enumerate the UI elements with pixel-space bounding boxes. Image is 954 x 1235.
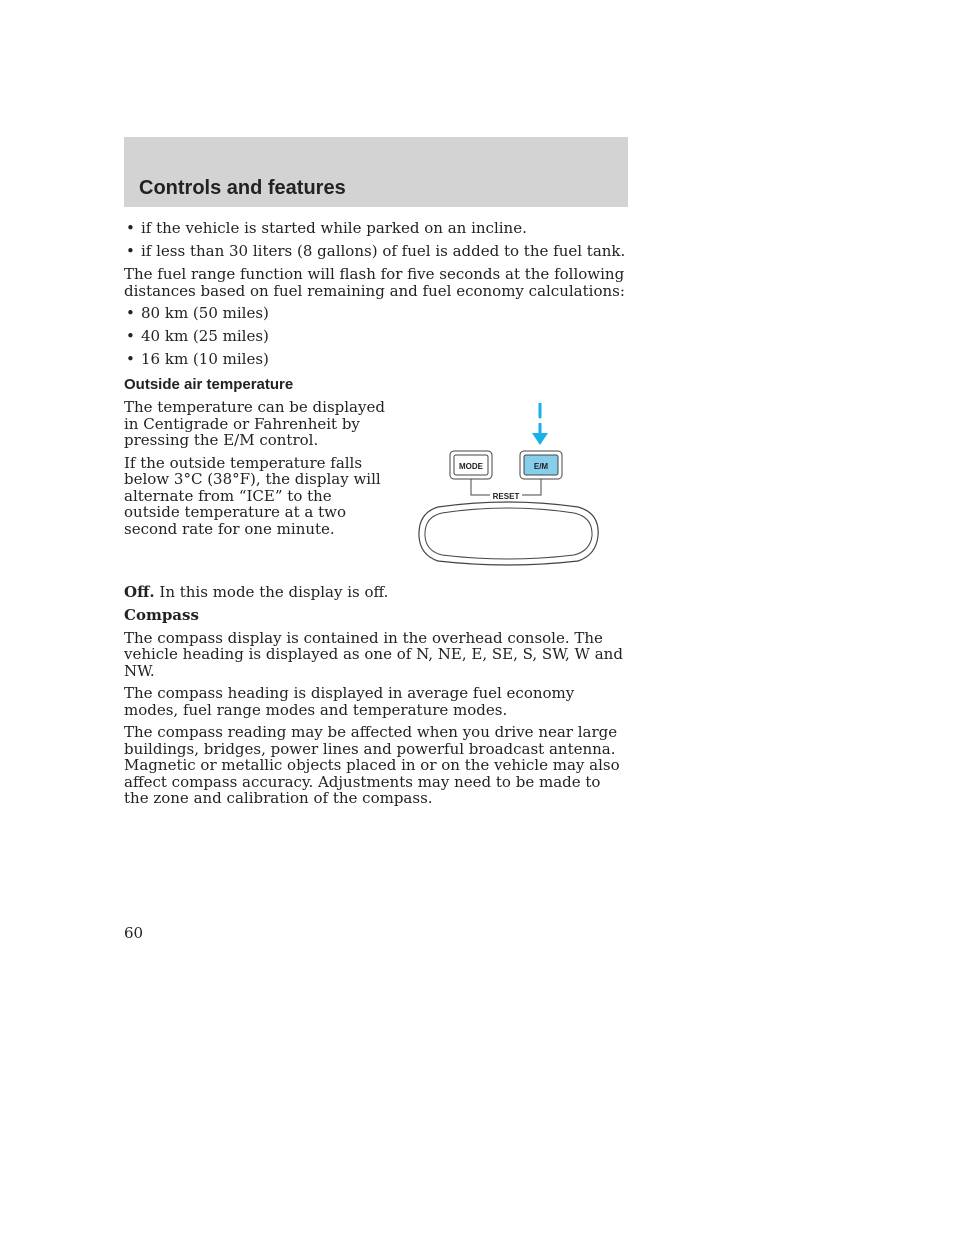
off-text: In this mode the display is off. — [159, 583, 389, 601]
list-item: • 16 km (10 miles) — [126, 350, 269, 368]
off-label: Off. — [124, 583, 155, 601]
mode-button-label: MODE — [459, 462, 483, 471]
fuel-range-paragraph: The fuel range function will flash for five seconds at the following distances based on fuel remaining and fuel economy calculations: — [124, 265, 625, 300]
list-item: • if the vehicle is started while parked on an incline. — [126, 219, 527, 237]
bullet-list-conditions — [124, 220, 628, 260]
section-heading-outside-air-temperature: Outside air temperature — [124, 376, 294, 393]
temperature-paragraph: The temperature can be displayed in Centigrade or Fahrenheit by pressing the E/M control. — [124, 398, 385, 449]
console-illustration — [418, 403, 600, 573]
off-mode-paragraph — [124, 584, 628, 601]
temperature-text — [124, 399, 386, 543]
list-item: • 40 km (25 miles) — [126, 327, 269, 345]
compass-paragraph-1: The compass display is contained in the overhead console. The vehicle heading is displayed as one of N, NE, E, SE, S, SW, W and NW. — [124, 628, 623, 680]
em-button-label: E/M — [533, 462, 549, 471]
overhead-console-diagram — [418, 403, 600, 573]
page-number: 60 — [124, 924, 144, 942]
bullet-icon: • — [126, 327, 135, 345]
list-item: • if less than 30 liters (8 gallons) of fuel is added to the fuel tank. — [126, 242, 626, 260]
header-band — [124, 137, 628, 207]
page-title: Controls and features — [139, 177, 346, 199]
em-button[interactable] — [520, 451, 562, 479]
bullet-icon: • — [126, 304, 135, 322]
compass-paragraph-2: The compass heading is displayed in average fuel economy modes, fuel range modes and temperature modes. — [124, 684, 575, 719]
list-item: • 80 km (50 miles) — [126, 304, 269, 322]
display-window — [419, 502, 598, 565]
reset-bracket — [471, 479, 541, 501]
section-heading-compass: Compass — [124, 605, 199, 624]
compass-paragraph-3: The compass reading may be affected when you drive near large buildings, bridges, power lines and powerful broadcast antenna. Magnetic or metallic objects placed in or on the vehicle may also affect compass accuracy. Adjustments may need to be made to the zone and calibration of the compass. — [124, 723, 620, 807]
temperature-section — [124, 399, 628, 584]
reset-label: RESET — [492, 492, 520, 501]
bullet-icon: • — [126, 350, 135, 368]
mode-button[interactable] — [450, 451, 492, 479]
bullet-list-distances — [124, 305, 628, 368]
ice-warning-paragraph: If the outside temperature falls below 3°C (38°F), the display will alternate from “ICE” to the outside temperature at a two second rate for one minute. — [124, 453, 381, 538]
arrow-down-icon — [532, 403, 548, 445]
content-body — [124, 220, 628, 813]
bullet-icon: • — [126, 242, 135, 260]
bullet-icon: • — [126, 219, 135, 237]
